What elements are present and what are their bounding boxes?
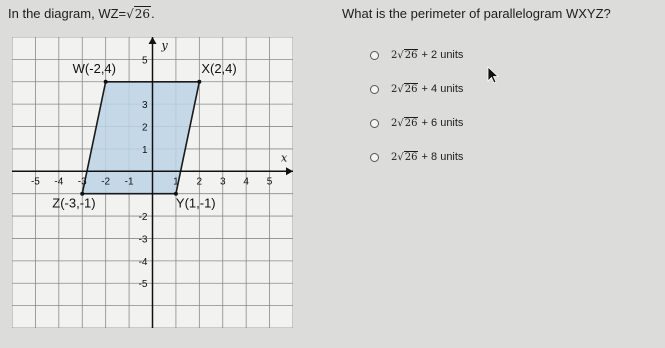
y-tick-label: 5 — [141, 55, 148, 67]
answer-option-1[interactable] — [370, 38, 463, 72]
option-rest: + 8 units — [421, 151, 464, 163]
option-rest: + 2 units — [421, 49, 464, 61]
radio-button[interactable] — [370, 119, 379, 128]
option-label: 2√26 + 4 units — [391, 83, 464, 95]
vertex-label: X(2,4) — [201, 60, 237, 76]
x-tick-label: 5 — [266, 176, 273, 188]
option-radicand: 26 — [404, 84, 418, 95]
y-tick-label: -2 — [138, 212, 148, 224]
prompt-suffix: . — [151, 6, 155, 21]
radio-button[interactable] — [370, 51, 379, 60]
prompt-prefix: In the diagram, WZ= — [8, 6, 127, 21]
x-tick-label: 3 — [219, 176, 226, 188]
y-tick-label: -3 — [138, 234, 148, 246]
option-label: 2√26 + 2 units — [391, 49, 464, 61]
option-coef: 2 — [391, 152, 398, 163]
answer-option-4[interactable] — [370, 140, 463, 174]
option-radicand: 26 — [404, 152, 418, 163]
parallelogram-wxyz — [82, 82, 199, 194]
y-tick-label: 2 — [141, 122, 148, 134]
option-radicand: 26 — [404, 50, 418, 61]
question-text: What is the perimeter of parallelogram WXYZ? — [342, 6, 611, 21]
y-axis-arrow-icon — [149, 37, 157, 44]
prompt-text — [8, 6, 155, 21]
graph-svg — [12, 37, 293, 328]
radio-button[interactable] — [370, 153, 379, 162]
vertex-label: W(-2,4) — [72, 60, 117, 76]
option-rest: + 4 units — [421, 83, 464, 95]
x-tick-label: -3 — [77, 176, 87, 188]
x-tick-label: -1 — [124, 176, 134, 188]
vertex-point — [197, 80, 201, 84]
x-axis-arrow-icon — [286, 167, 293, 175]
option-label: 2√26 + 6 units — [391, 117, 464, 129]
answer-option-3[interactable] — [370, 106, 463, 140]
y-axis-label: y — [161, 39, 168, 52]
mouse-pointer-icon — [487, 66, 499, 89]
prompt-radicand: 26 — [134, 7, 151, 21]
vertex-point — [104, 80, 108, 84]
option-coef: 2 — [391, 50, 398, 61]
option-rest: + 6 units — [421, 117, 464, 129]
option-coef: 2 — [391, 118, 398, 129]
answer-option-2[interactable] — [370, 72, 463, 106]
sqrt-expression: √26 — [126, 7, 151, 21]
radio-button[interactable] — [370, 85, 379, 94]
x-tick-label: -2 — [101, 176, 111, 188]
x-tick-label: 2 — [196, 176, 203, 188]
x-tick-label: 1 — [173, 176, 179, 188]
x-tick-label: -4 — [54, 176, 64, 188]
x-tick-label: -5 — [30, 176, 40, 188]
coordinate-graph — [12, 37, 293, 328]
answer-options — [370, 38, 463, 174]
x-axis-label: x — [281, 151, 288, 165]
option-coef: 2 — [391, 84, 398, 95]
option-radicand: 26 — [404, 118, 418, 129]
option-label: 2√26 + 8 units — [391, 151, 464, 163]
vertex-label: Y(1,-1) — [175, 195, 216, 211]
y-tick-label: -5 — [138, 279, 148, 291]
y-tick-label: -4 — [138, 256, 148, 268]
x-tick-label: 4 — [243, 176, 249, 188]
vertex-label: Z(-3,-1) — [52, 195, 96, 211]
y-tick-label: 1 — [141, 144, 148, 156]
y-tick-label: 3 — [141, 100, 148, 112]
